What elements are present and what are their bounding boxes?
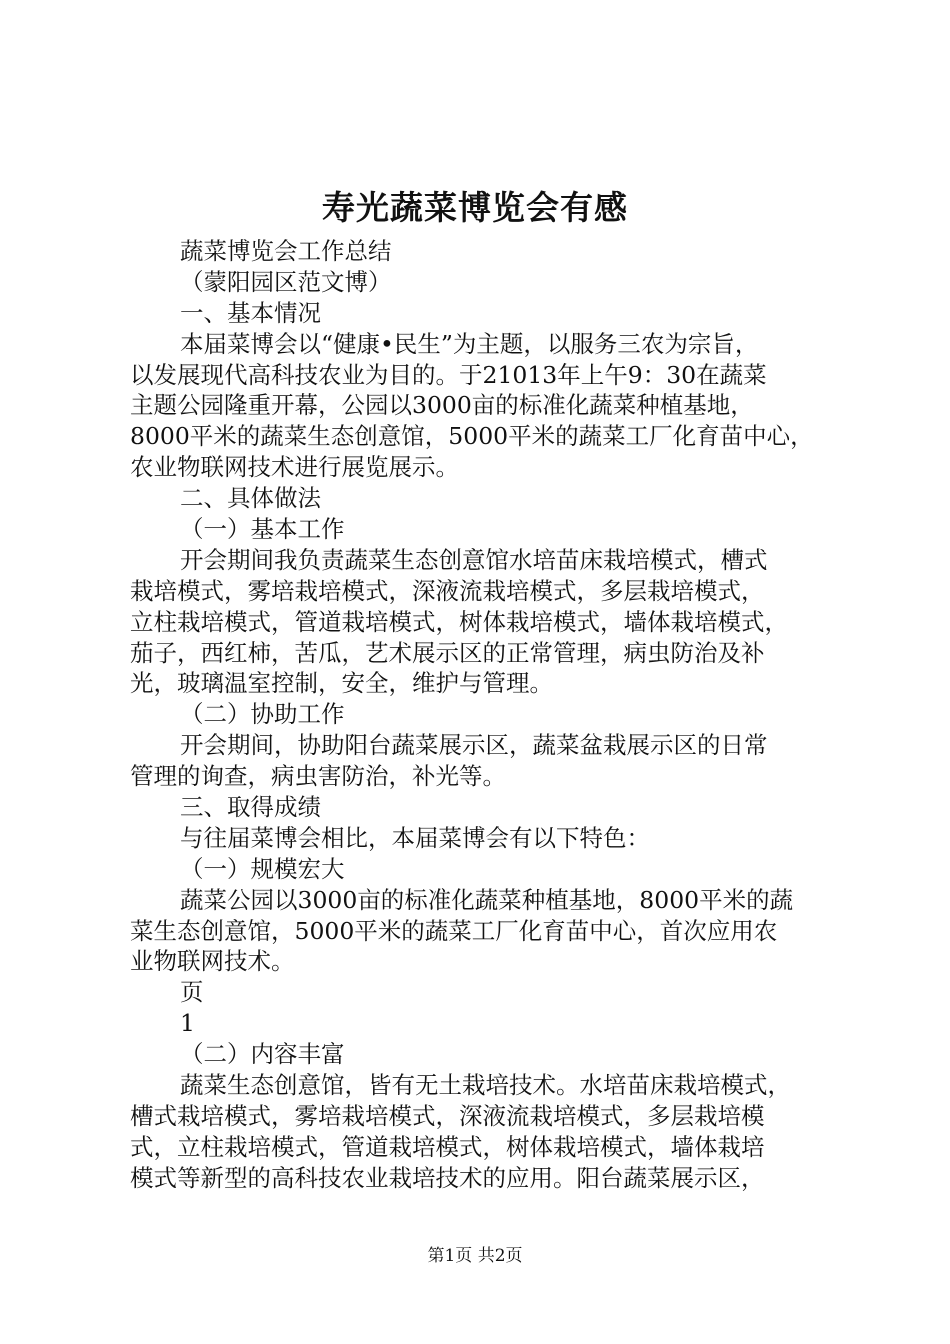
body-line: 茄子，西红柿，苦瓜，艺术展示区的正常管理，病虫防治及补 <box>130 638 765 667</box>
body-line: 三、取得成绩 <box>180 793 321 822</box>
body-line: 蔬菜生态创意馆，皆有无土栽培技术。水培苗床栽培模式， <box>180 1071 791 1100</box>
body-line: 栽培模式，雾培栽培模式，深液流栽培模式，多层栽培模式， <box>130 576 765 605</box>
document-body <box>130 236 842 1194</box>
body-line: 开会期间，协助阳台蔬菜展示区，蔬菜盆栽展示区的日常 <box>180 731 768 760</box>
body-line: 农业物联网技术进行展览展示。 <box>130 453 459 482</box>
body-line: （蒙阳园区范文博） <box>180 267 392 296</box>
body-line: 1 <box>180 1009 195 1038</box>
body-line: 开会期间我负责蔬菜生态创意馆水培苗床栽培模式，槽式 <box>180 545 768 574</box>
document-title: 寿光蔬菜博览会有感 <box>322 188 628 227</box>
body-line: 一、基本情况 <box>180 298 321 327</box>
body-line: 与往届菜博会相比，本届菜博会有以下特色： <box>180 823 650 852</box>
body-line: 菜生态创意馆，5000平米的蔬菜工厂化育苗中心，首次应用农 <box>130 916 778 945</box>
body-line: 本届菜博会以“健康•民生”为主题，以服务三农为宗旨， <box>180 329 759 358</box>
body-line: 蔬菜公园以3000亩的标准化蔬菜种植基地，8000平米的蔬 <box>180 885 794 914</box>
body-line: 8000平米的蔬菜生态创意馆，5000平米的蔬菜工厂化育苗中心， <box>130 422 814 451</box>
body-line: 式，立柱栽培模式，管道栽培模式，树体栽培模式，墙体栽培 <box>130 1132 765 1161</box>
body-line: 蔬菜博览会工作总结 <box>180 237 392 265</box>
body-line: （一）规模宏大 <box>180 854 345 883</box>
body-line: （二）内容丰富 <box>180 1040 345 1069</box>
body-line: （一）基本工作 <box>180 515 345 544</box>
body-line: 主题公园隆重开幕，公园以3000亩的标准化蔬菜种植基地， <box>130 391 754 420</box>
body-line: 页 <box>180 978 204 1007</box>
body-line: 立柱栽培模式，管道栽培模式，树体栽培模式，墙体栽培模式， <box>130 607 788 636</box>
body-line: 模式等新型的高科技农业栽培技术的应用。阳台蔬菜展示区， <box>130 1163 765 1192</box>
body-line: 以发展现代高科技农业为目的。于21013年上午9：30在蔬菜 <box>130 360 767 389</box>
body-line: 管理的询查，病虫害防治，补光等。 <box>130 762 506 791</box>
body-line: 光，玻璃温室控制，安全，维护与管理。 <box>130 669 553 698</box>
body-line: 二、具体做法 <box>180 484 321 513</box>
body-line: 槽式栽培模式，雾培栽培模式，深液流栽培模式，多层栽培模 <box>130 1101 765 1130</box>
body-line: （二）协助工作 <box>180 700 345 729</box>
body-line: 业物联网技术。 <box>130 947 295 976</box>
page-footer: 第1页 共2页 <box>427 1246 523 1266</box>
